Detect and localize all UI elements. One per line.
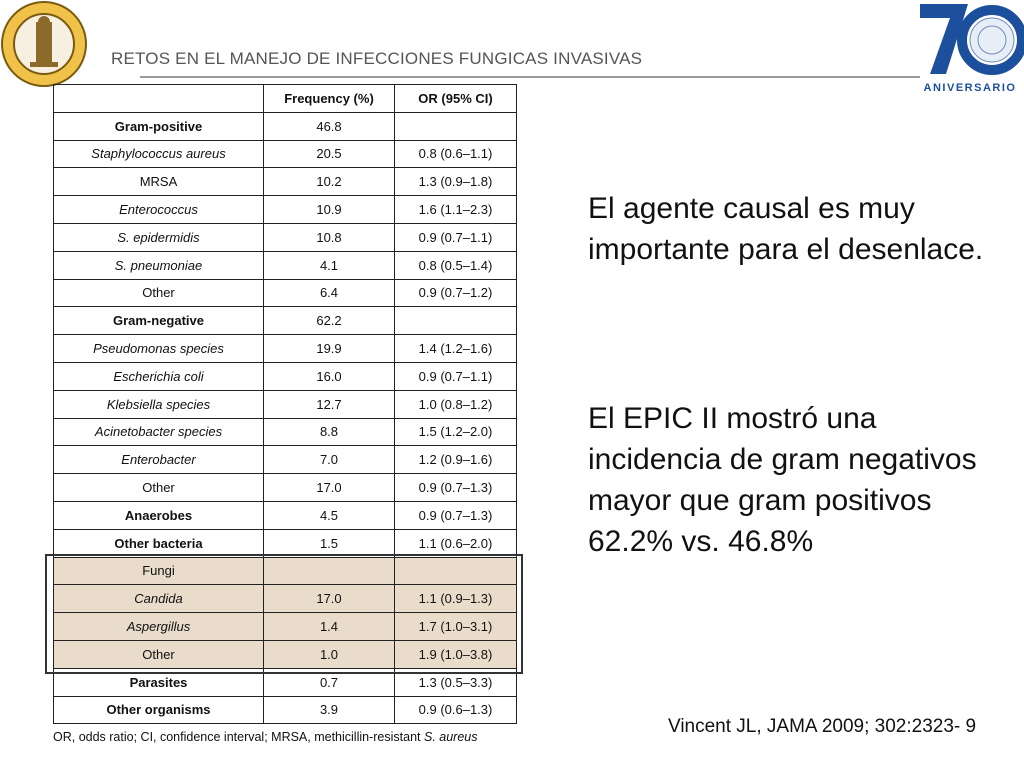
table-footnote — [53, 730, 478, 744]
column-header-or: OR (95% CI) — [395, 85, 517, 113]
row-label: Fungi — [54, 557, 264, 585]
row-label: Other — [54, 279, 264, 307]
row-label: Parasites — [54, 668, 264, 696]
row-label: S. pneumoniae — [54, 251, 264, 279]
row-label: Gram-positive — [54, 112, 264, 140]
row-frequency: 10.2 — [264, 168, 395, 196]
row-frequency: 1.4 — [264, 613, 395, 641]
row-label: Enterococcus — [54, 196, 264, 224]
row-label: Aspergillus — [54, 613, 264, 641]
row-odds-ratio: 1.1 (0.9–1.3) — [395, 585, 517, 613]
row-frequency: 3.9 — [264, 696, 395, 724]
citation: Vincent JL, JAMA 2009; 302:2323- 9 — [668, 716, 977, 737]
table-row — [54, 501, 517, 529]
aniversario-label: ANIVERSARIO — [923, 82, 1017, 94]
row-frequency: 12.7 — [264, 390, 395, 418]
table-row — [54, 446, 517, 474]
table-row — [54, 418, 517, 446]
row-frequency: 17.0 — [264, 585, 395, 613]
row-odds-ratio: 1.9 (1.0–3.8) — [395, 640, 517, 668]
row-frequency: 4.5 — [264, 501, 395, 529]
table-row — [54, 279, 517, 307]
row-label: Pseudomonas species — [54, 335, 264, 363]
row-odds-ratio: 0.9 (0.7–1.3) — [395, 501, 517, 529]
row-frequency: 20.5 — [264, 140, 395, 168]
row-odds-ratio: 1.0 (0.8–1.2) — [395, 390, 517, 418]
table-row — [54, 696, 517, 724]
footnote-italic-text: S. aureus — [423, 730, 478, 744]
table-body — [54, 112, 517, 724]
row-label: Staphylococcus aureus — [54, 140, 264, 168]
table-row — [54, 529, 517, 557]
row-frequency: 0.7 — [264, 668, 395, 696]
row-label: Other — [54, 640, 264, 668]
row-odds-ratio: 0.9 (0.7–1.1) — [395, 362, 517, 390]
table-row — [54, 585, 517, 613]
bullet-causal-agent: El agente causal es muy importante para el desenlace. — [588, 192, 984, 266]
row-frequency: 62.2 — [264, 307, 395, 335]
row-label: Klebsiella species — [54, 390, 264, 418]
row-frequency: 1.5 — [264, 529, 395, 557]
row-frequency: 1.0 — [264, 640, 395, 668]
table-row — [54, 251, 517, 279]
row-odds-ratio — [395, 112, 517, 140]
table-row — [54, 362, 517, 390]
row-frequency: 10.8 — [264, 223, 395, 251]
row-odds-ratio: 0.8 (0.5–1.4) — [395, 251, 517, 279]
frequency-table — [53, 84, 517, 724]
row-frequency: 6.4 — [264, 279, 395, 307]
table-row — [54, 223, 517, 251]
row-label: Other organisms — [54, 696, 264, 724]
row-odds-ratio — [395, 557, 517, 585]
row-odds-ratio: 1.1 (0.6–2.0) — [395, 529, 517, 557]
row-odds-ratio: 1.3 (0.9–1.8) — [395, 168, 517, 196]
row-label: Escherichia coli — [54, 362, 264, 390]
row-odds-ratio: 0.8 (0.6–1.1) — [395, 140, 517, 168]
footnote-text: OR, odds ratio; CI, confidence interval; MRSA, methicillin-resistant — [53, 730, 424, 744]
row-odds-ratio: 0.9 (0.6–1.3) — [395, 696, 517, 724]
table-row — [54, 613, 517, 641]
row-odds-ratio: 0.9 (0.7–1.1) — [395, 223, 517, 251]
row-odds-ratio: 1.5 (1.2–2.0) — [395, 418, 517, 446]
row-odds-ratio: 1.2 (0.9–1.6) — [395, 446, 517, 474]
table-header-row — [54, 85, 517, 113]
row-odds-ratio: 0.9 (0.7–1.3) — [395, 474, 517, 502]
row-frequency: 16.0 — [264, 362, 395, 390]
row-frequency: 4.1 — [264, 251, 395, 279]
header-divider — [140, 76, 920, 78]
table-row — [54, 196, 517, 224]
row-label: MRSA — [54, 168, 264, 196]
row-label: S. epidermidis — [54, 223, 264, 251]
table-row — [54, 335, 517, 363]
row-odds-ratio: 0.9 (0.7–1.2) — [395, 279, 517, 307]
row-label: Gram-negative — [54, 307, 264, 335]
table-row — [54, 112, 517, 140]
table-row — [54, 390, 517, 418]
row-label: Enterobacter — [54, 446, 264, 474]
row-frequency: 46.8 — [264, 112, 395, 140]
row-label: Acinetobacter species — [54, 418, 264, 446]
table-row — [54, 474, 517, 502]
row-label: Anaerobes — [54, 501, 264, 529]
row-odds-ratio: 1.3 (0.5–3.3) — [395, 668, 517, 696]
table-row — [54, 307, 517, 335]
row-label: Candida — [54, 585, 264, 613]
row-odds-ratio: 1.6 (1.1–2.3) — [395, 196, 517, 224]
row-odds-ratio — [395, 307, 517, 335]
table-row — [54, 557, 517, 585]
row-frequency: 8.8 — [264, 418, 395, 446]
row-frequency: 7.0 — [264, 446, 395, 474]
70-aniversario-logo-icon — [916, 0, 1024, 96]
academia-nacional-seal-icon — [0, 0, 88, 88]
table-row — [54, 168, 517, 196]
row-label: Other bacteria — [54, 529, 264, 557]
header-title: RETOS EN EL MANEJO DE INFECCIONES FUNGICAS INVASIVAS — [111, 49, 643, 68]
column-header-frequency: Frequency (%) — [264, 85, 395, 113]
table-row — [54, 640, 517, 668]
column-header-label — [54, 85, 264, 113]
bullet-epic-ii: El EPIC II mostró una incidencia de gram negativos mayor que gram positivos 62.2% vs. 46.8% — [588, 402, 977, 558]
row-label: Other — [54, 474, 264, 502]
row-odds-ratio: 1.7 (1.0–3.1) — [395, 613, 517, 641]
row-frequency — [264, 557, 395, 585]
table-row — [54, 668, 517, 696]
row-frequency: 19.9 — [264, 335, 395, 363]
row-frequency: 17.0 — [264, 474, 395, 502]
row-odds-ratio: 1.4 (1.2–1.6) — [395, 335, 517, 363]
table-row — [54, 140, 517, 168]
row-frequency: 10.9 — [264, 196, 395, 224]
